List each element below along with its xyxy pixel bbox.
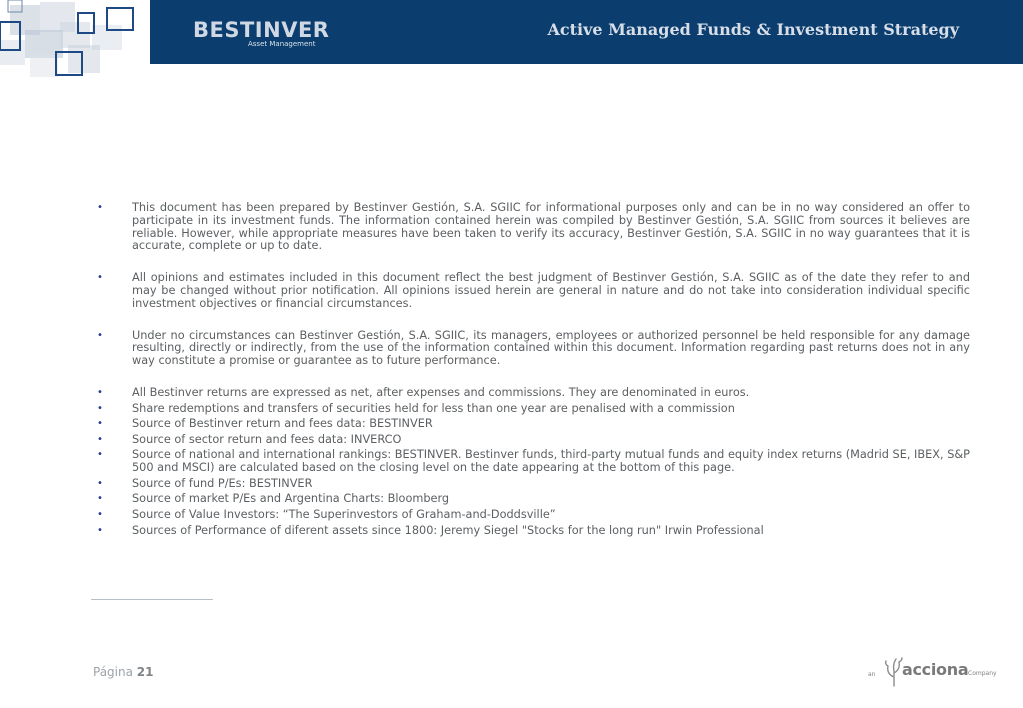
list-item bbox=[97, 478, 970, 491]
list-item-text: Share redemptions and transfers of securities held for less than one year are penalised with a commission bbox=[132, 401, 735, 415]
bullet-icon: • bbox=[97, 202, 103, 213]
acciona-prefix: an bbox=[868, 671, 876, 678]
logo-wordmark: BESTINVER bbox=[193, 18, 330, 42]
page-label: Página bbox=[93, 665, 133, 679]
bullet-icon: • bbox=[97, 402, 103, 414]
list-item-text: Source of Value Investors: “The Superinvestors of Graham-and-Doddsville” bbox=[132, 507, 556, 521]
list-item bbox=[97, 434, 970, 447]
list-item bbox=[97, 509, 970, 522]
disclaimer-list bbox=[97, 202, 970, 540]
bullet-icon: • bbox=[97, 418, 103, 430]
list-item bbox=[97, 330, 970, 368]
logo-tagline: Asset Management bbox=[248, 40, 316, 48]
list-item bbox=[97, 202, 970, 253]
acciona-wordmark: acciona bbox=[902, 660, 969, 679]
list-item-text: All opinions and estimates included in this document reflect the best judgment of Bestinver Gestión, S.A. SGIIC as of the date they refer to and may be changed without prior notification. All opinions issued herein are general in nature and do not take into consideration individual specific investment objectives or financial circumstances. bbox=[132, 271, 970, 310]
list-item-text: Source of fund P/Es: BESTINVER bbox=[132, 476, 313, 490]
list-item bbox=[97, 272, 970, 310]
bestinver-logo bbox=[193, 18, 333, 50]
footnote-divider bbox=[91, 599, 213, 600]
bullet-icon: • bbox=[97, 493, 103, 505]
page-title: Active Managed Funds & Investment Strategy bbox=[547, 20, 959, 39]
header-decoration-panel bbox=[0, 0, 150, 78]
list-item-text: This document has been prepared by Bestinver Gestión, S.A. SGIIC for informational purposes only and can be in no way considered an offer to participate in its investment funds. The information contained herein was compiled by Bestinver Gestión, S.A. SGIIC from sources it believes are reliable. However, while appropriate measures have been taken to verify its accuracy, Bestinver Gestión, S.A. SGIIC in no way guarantees that it is accurate, complete or up to date. bbox=[132, 201, 970, 253]
bullet-icon: • bbox=[97, 386, 103, 398]
bullet-icon: • bbox=[97, 272, 103, 284]
bullet-icon: • bbox=[97, 449, 103, 461]
list-item bbox=[97, 493, 970, 506]
acciona-logo bbox=[866, 656, 1002, 688]
list-item-text: Source of national and international rankings: BESTINVER. Bestinver funds, third-party mutual funds and equity index returns (Madrid SE, IBEX, S&P 500 and MSCI) are calculated based on the closing level on the date appearing at the bottom of this page. bbox=[132, 448, 970, 475]
list-item-text: Under no circumstances can Bestinver Gestión, S.A. SGIIC, its managers, employees or authorized personnel be held responsible for any damage resulting, directly or indirectly, from the use of the information contained within this document. Information regarding past returns does not in any way constitute a promise or guarantee as to future performance. bbox=[132, 328, 970, 368]
list-item-text: Source of Bestinver return and fees data: BESTINVER bbox=[132, 417, 433, 431]
acciona-suffix: Company bbox=[968, 670, 997, 677]
list-item bbox=[97, 403, 970, 416]
bullet-icon: • bbox=[97, 524, 103, 536]
list-item-text: Source of market P/Es and Argentina Charts: Bloomberg bbox=[132, 492, 450, 506]
bullet-icon: • bbox=[97, 477, 103, 489]
bullet-icon: • bbox=[97, 508, 103, 520]
bullet-icon: • bbox=[97, 329, 103, 341]
list-item-text: Sources of Performance of diferent assets since 1800: Jeremy Siegel "Stocks for the long run" Irwin Professional bbox=[132, 523, 764, 537]
squares-decoration bbox=[0, 0, 150, 78]
list-item bbox=[97, 449, 970, 475]
bullet-icon: • bbox=[97, 433, 103, 445]
page-number-value: 21 bbox=[136, 665, 154, 679]
page-number bbox=[93, 665, 154, 679]
list-item-text: All Bestinver returns are expressed as net, after expenses and commissions. They are denominated in euros. bbox=[132, 385, 750, 399]
list-item bbox=[97, 525, 970, 538]
list-item bbox=[97, 418, 970, 431]
list-item-text: Source of sector return and fees data: INVERCO bbox=[132, 432, 402, 446]
list-item bbox=[97, 387, 970, 400]
